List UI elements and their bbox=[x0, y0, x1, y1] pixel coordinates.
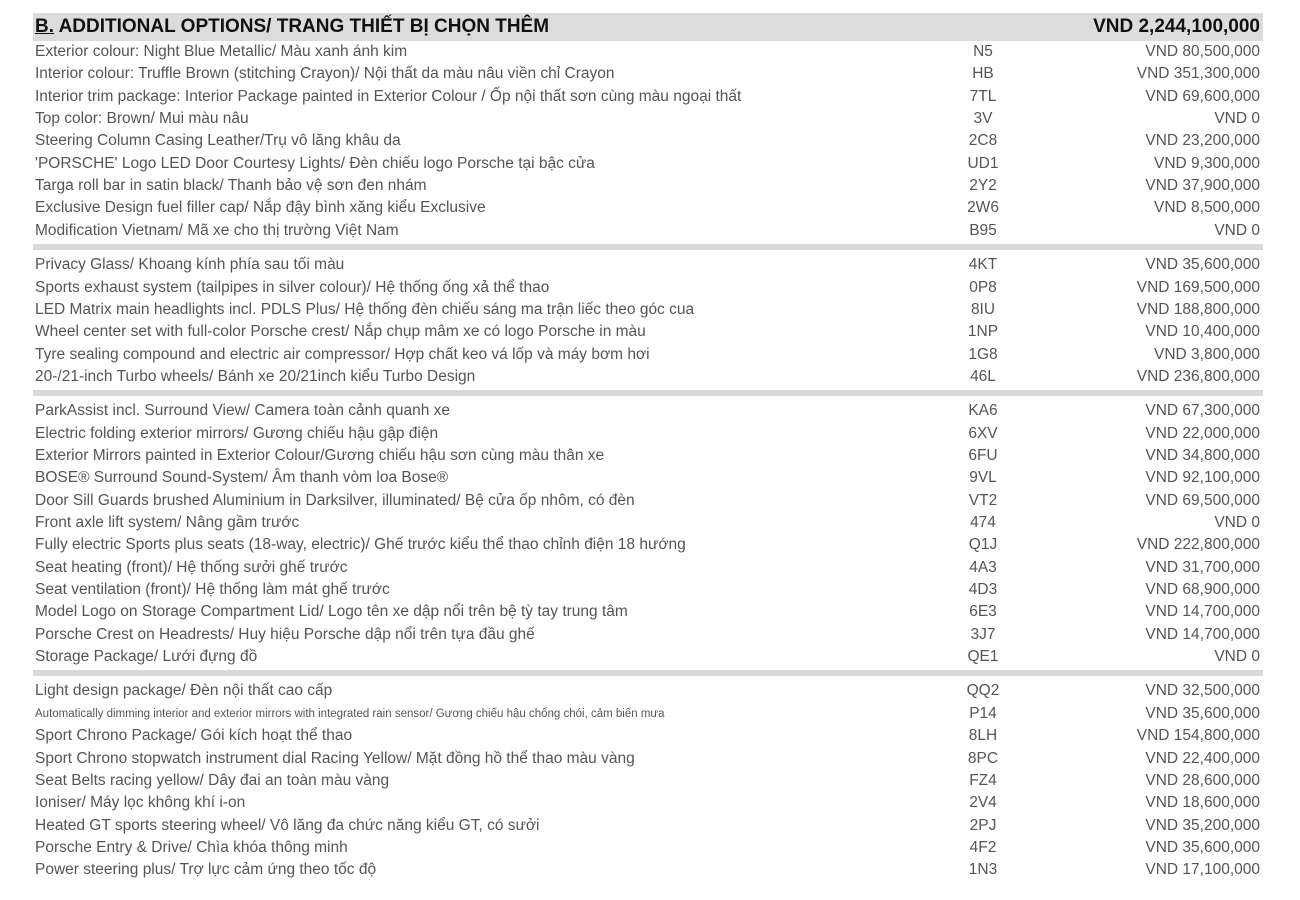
option-row bbox=[33, 63, 1263, 85]
option-price: VND 28,600,000 bbox=[1145, 771, 1260, 789]
option-price: VND 222,800,000 bbox=[1136, 536, 1260, 554]
option-description: Ioniser/ Máy lọc không khí i-on bbox=[35, 794, 246, 812]
option-price: VND 35,600,000 bbox=[1145, 256, 1260, 274]
option-price: VND 35,600,000 bbox=[1145, 704, 1260, 722]
option-row bbox=[33, 601, 1263, 623]
option-price: VND 69,500,000 bbox=[1145, 491, 1260, 509]
option-code: 3J7 bbox=[970, 625, 996, 643]
option-code: QQ2 bbox=[966, 682, 1000, 700]
option-price: VND 14,700,000 bbox=[1145, 603, 1260, 621]
option-description: Interior colour: Truffle Brown (stitching Crayon)/ Nội thất da màu nâu viền chỉ Crayon bbox=[35, 65, 615, 83]
option-description: Modification Vietnam/ Mã xe cho thị trường Việt Nam bbox=[35, 221, 399, 239]
option-price: VND 17,100,000 bbox=[1145, 861, 1260, 879]
option-row bbox=[33, 400, 1263, 422]
section-title-text: ADDITIONAL OPTIONS/ TRANG THIẾT BỊ CHỌN THÊM bbox=[54, 16, 550, 37]
option-row bbox=[33, 579, 1263, 601]
option-price: VND 351,300,000 bbox=[1136, 65, 1260, 83]
option-row bbox=[33, 770, 1263, 792]
option-code: 9VL bbox=[969, 469, 997, 487]
option-row bbox=[33, 703, 1263, 725]
option-row bbox=[33, 366, 1263, 388]
option-price: VND 80,500,000 bbox=[1145, 43, 1260, 60]
option-description: Tyre sealing compound and electric air compressor/ Hợp chất keo vá lốp và máy bơm hơi bbox=[35, 345, 650, 363]
option-description: 20-/21-inch Turbo wheels/ Bánh xe 20/21inch kiểu Turbo Design bbox=[35, 367, 476, 385]
option-code: KA6 bbox=[968, 402, 998, 420]
option-row bbox=[33, 725, 1263, 747]
option-row bbox=[33, 490, 1263, 512]
option-code: 4D3 bbox=[968, 581, 998, 599]
option-price: VND 92,100,000 bbox=[1145, 469, 1260, 487]
option-description: Seat Belts racing yellow/ Dây đai an toàn màu vàng bbox=[35, 771, 390, 789]
option-price: VND 37,900,000 bbox=[1145, 177, 1260, 195]
option-row bbox=[33, 748, 1263, 770]
option-price: VND 31,700,000 bbox=[1145, 558, 1260, 576]
option-row bbox=[33, 646, 1263, 668]
option-description: Electric folding exterior mirrors/ Gương chiếu hậu gập điện bbox=[35, 424, 439, 442]
option-code: FZ4 bbox=[969, 771, 997, 789]
option-price: VND 34,800,000 bbox=[1145, 446, 1260, 464]
option-row bbox=[33, 175, 1263, 197]
option-price: VND 67,300,000 bbox=[1145, 402, 1260, 420]
option-code: 0P8 bbox=[969, 278, 997, 296]
option-row bbox=[33, 299, 1263, 321]
option-row bbox=[33, 624, 1263, 646]
option-description: Interior trim package: Interior Package painted in Exterior Colour / Ốp nội thất sơn cùng màu ngoại thất bbox=[35, 87, 742, 105]
option-row bbox=[33, 534, 1263, 556]
option-description: Automatically dimming interior and exterior mirrors with integrated rain sensor/ Gương chiếu hậu chống chói, cảm biến mưa bbox=[35, 707, 665, 720]
option-row bbox=[33, 423, 1263, 445]
option-description: Sports exhaust system (tailpipes in silver colour)/ Hệ thống ống xả thể thao bbox=[35, 278, 550, 296]
option-description: Steering Column Casing Leather/Trụ vô lăng khâu da bbox=[35, 132, 401, 150]
option-price: VND 8,500,000 bbox=[1154, 199, 1260, 217]
option-row bbox=[33, 130, 1263, 152]
option-description: Top color: Brown/ Mui màu nâu bbox=[35, 110, 249, 128]
option-price: VND 69,600,000 bbox=[1145, 87, 1260, 105]
option-description: Fully electric Sports plus seats (18-way, electric)/ Ghế trước kiểu thể thao chỉnh điện 18 hướng bbox=[35, 536, 686, 554]
option-price: VND 0 bbox=[1214, 514, 1260, 531]
option-code: 2V4 bbox=[969, 794, 997, 812]
option-code: 4KT bbox=[968, 256, 998, 274]
option-description: ParkAssist incl. Surround View/ Camera toàn cảnh quanh xe bbox=[35, 402, 450, 420]
option-code: 8LH bbox=[968, 727, 998, 745]
option-row bbox=[33, 467, 1263, 489]
option-row bbox=[33, 859, 1263, 881]
option-price: VND 14,700,000 bbox=[1145, 625, 1260, 643]
option-description: Wheel center set with full-color Porsche crest/ Nắp chụp mâm xe có logo Porsche in màu bbox=[35, 323, 646, 341]
option-description: Targa roll bar in satin black/ Thanh bảo vệ sơn đen nhám bbox=[35, 177, 427, 195]
option-code: QE1 bbox=[967, 648, 999, 666]
option-description: Model Logo on Storage Compartment Lid/ Logo tên xe dập nổi trên bệ tỳ tay trung tâm bbox=[35, 603, 628, 621]
option-row bbox=[33, 220, 1263, 242]
option-row bbox=[33, 815, 1263, 837]
option-code: 7TL bbox=[969, 87, 997, 105]
option-row bbox=[33, 557, 1263, 579]
option-row bbox=[33, 512, 1263, 534]
option-description: 'PORSCHE' Logo LED Door Courtesy Lights/ Đèn chiếu logo Porsche tại bậc cửa bbox=[35, 154, 595, 172]
option-price: VND 10,400,000 bbox=[1145, 323, 1260, 341]
option-description: Light design package/ Đèn nội thất cao cấp bbox=[35, 682, 333, 700]
option-price: VND 0 bbox=[1214, 221, 1260, 239]
group-separator bbox=[33, 390, 1263, 396]
option-row bbox=[33, 197, 1263, 219]
option-code: 2Y2 bbox=[969, 177, 997, 195]
option-code: VT2 bbox=[968, 491, 998, 509]
option-price: VND 9,300,000 bbox=[1154, 154, 1260, 172]
section-total: VND 2,244,100,000 bbox=[1093, 16, 1260, 37]
option-description: Porsche Crest on Headrests/ Huy hiệu Porsche dập nổi trên tựa đầu ghế bbox=[35, 625, 535, 643]
option-description: Seat heating (front)/ Hệ thống sưởi ghế trước bbox=[35, 558, 348, 576]
option-code: 1G8 bbox=[968, 345, 998, 363]
option-price: VND 23,200,000 bbox=[1145, 132, 1260, 150]
option-row bbox=[33, 254, 1263, 276]
option-price: VND 68,900,000 bbox=[1145, 581, 1260, 599]
option-row bbox=[33, 344, 1263, 366]
option-code: 4F2 bbox=[969, 838, 997, 856]
option-code: N5 bbox=[973, 43, 993, 60]
section-header bbox=[33, 13, 1263, 41]
option-code: 8PC bbox=[967, 749, 999, 767]
option-price: VND 0 bbox=[1214, 110, 1260, 128]
option-row bbox=[33, 837, 1263, 859]
option-code: 4A3 bbox=[969, 558, 997, 576]
option-price: VND 236,800,000 bbox=[1136, 367, 1260, 385]
option-description: Front axle lift system/ Nâng gầm trước bbox=[35, 514, 300, 531]
option-code: HB bbox=[972, 65, 994, 83]
option-code: 3V bbox=[973, 110, 993, 128]
option-description: Sport Chrono Package/ Gói kích hoạt thể thao bbox=[35, 727, 353, 745]
option-code: Q1J bbox=[968, 536, 998, 554]
option-description: Exterior Mirrors painted in Exterior Colour/Gương chiếu hậu sơn cùng màu thân xe bbox=[35, 446, 605, 464]
group-separator bbox=[33, 670, 1263, 676]
option-description: Sport Chrono stopwatch instrument dial Racing Yellow/ Mặt đồng hồ thể thao màu vàng bbox=[35, 749, 635, 767]
option-description: Power steering plus/ Trợ lực cảm ứng theo tốc độ bbox=[35, 861, 377, 879]
option-description: Porsche Entry & Drive/ Chìa khóa thông minh bbox=[35, 838, 348, 856]
option-code: 6XV bbox=[968, 424, 998, 442]
option-description: Heated GT sports steering wheel/ Vô lăng đa chức năng kiểu GT, có sưởi bbox=[35, 816, 540, 834]
option-row bbox=[33, 680, 1263, 702]
option-code: 6E3 bbox=[969, 603, 997, 621]
option-price: VND 32,500,000 bbox=[1145, 682, 1260, 700]
option-row bbox=[33, 321, 1263, 343]
option-price: VND 0 bbox=[1214, 648, 1260, 666]
option-price: VND 22,400,000 bbox=[1145, 749, 1260, 767]
option-price: VND 18,600,000 bbox=[1145, 794, 1260, 812]
option-description: LED Matrix main headlights incl. PDLS Plus/ Hệ thống đèn chiếu sáng ma trận liếc theo góc cua bbox=[35, 300, 695, 318]
section-title bbox=[35, 16, 549, 38]
option-description: Exterior colour: Night Blue Metallic/ Màu xanh ánh kim bbox=[35, 43, 408, 60]
group-separator bbox=[33, 244, 1263, 250]
option-price: VND 188,800,000 bbox=[1136, 300, 1260, 318]
option-code: 2C8 bbox=[968, 132, 998, 150]
option-code: 46L bbox=[970, 367, 996, 385]
option-row bbox=[33, 792, 1263, 814]
option-code: P14 bbox=[969, 704, 997, 722]
option-price: VND 3,800,000 bbox=[1154, 345, 1260, 363]
option-code: 6FU bbox=[968, 446, 998, 464]
option-description: Storage Package/ Lưới đựng đồ bbox=[35, 648, 258, 666]
option-row bbox=[33, 41, 1263, 63]
option-description: BOSE® Surround Sound-System/ Âm thanh vòm loa Bose® bbox=[35, 469, 449, 487]
option-code: 474 bbox=[970, 514, 996, 531]
option-price: VND 35,200,000 bbox=[1145, 816, 1260, 834]
option-code: 2W6 bbox=[967, 199, 999, 217]
option-description: Exclusive Design fuel filler cap/ Nắp đậy bình xăng kiểu Exclusive bbox=[35, 199, 486, 217]
option-row bbox=[33, 108, 1263, 130]
option-code: 1NP bbox=[967, 323, 999, 341]
option-price: VND 169,500,000 bbox=[1136, 278, 1260, 296]
option-description: Seat ventilation (front)/ Hệ thống làm mát ghế trước bbox=[35, 581, 390, 599]
option-code: UD1 bbox=[967, 154, 999, 172]
option-code: B95 bbox=[969, 221, 997, 239]
option-code: 1N3 bbox=[968, 861, 998, 879]
option-row bbox=[33, 153, 1263, 175]
section-number: B. bbox=[35, 16, 54, 37]
option-code: 8IU bbox=[970, 300, 996, 318]
option-row bbox=[33, 445, 1263, 467]
option-code: 2PJ bbox=[969, 816, 997, 834]
option-price: VND 22,000,000 bbox=[1145, 424, 1260, 442]
option-row bbox=[33, 277, 1263, 299]
option-description: Door Sill Guards brushed Aluminium in Darksilver, illuminated/ Bệ cửa ốp nhôm, có đèn bbox=[35, 491, 635, 509]
option-price: VND 154,800,000 bbox=[1136, 727, 1260, 745]
option-description: Privacy Glass/ Khoang kính phía sau tối màu bbox=[35, 256, 345, 274]
option-row bbox=[33, 86, 1263, 108]
option-price: VND 35,600,000 bbox=[1145, 838, 1260, 856]
